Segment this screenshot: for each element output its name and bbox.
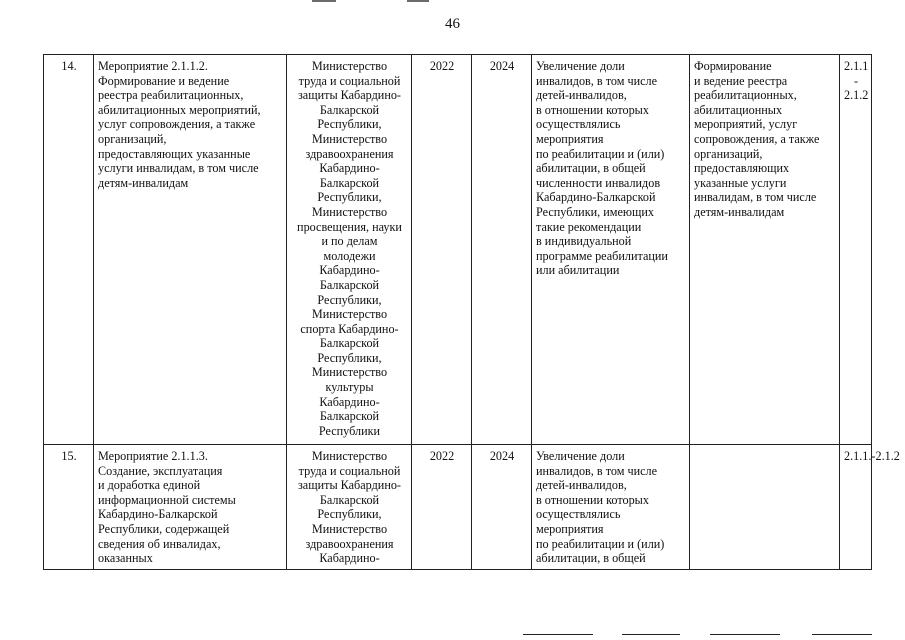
text-line: указанные услуги	[694, 175, 787, 190]
text-line: Балкарской	[319, 409, 380, 424]
text-line: Республики,	[317, 117, 382, 132]
text-line: Балкарской	[319, 175, 380, 190]
text-line: Кабардино-Балкарской	[536, 190, 656, 205]
text-line: детей-инвалидов,	[536, 478, 627, 493]
indicator-link: 2.1.1.-2.1.2	[844, 449, 900, 463]
text-line: Республики, содержащей	[98, 521, 230, 536]
bottom-rule	[523, 634, 593, 635]
text-line: предоставляющих	[694, 161, 790, 176]
year-start-cell	[412, 55, 472, 445]
text-line: такие рекомендации	[536, 219, 642, 234]
indicator-link-cell	[840, 55, 872, 445]
text-line: абилитационных мероприятий,	[98, 102, 261, 117]
text-line: организаций,	[694, 146, 763, 161]
text-line: защиты Кабардино-	[297, 88, 401, 103]
text-line: абилитационных	[694, 102, 783, 117]
text-line: программе реабилитации	[536, 248, 668, 263]
text-line: и ведение реестра	[694, 73, 788, 88]
text-line: спорта Кабардино-	[300, 321, 399, 336]
text-line: и по делам	[321, 234, 378, 249]
text-line: в отношении которых	[536, 492, 649, 507]
text-line: Формирование и ведение	[98, 73, 230, 88]
year-end: 2024	[489, 59, 515, 73]
text-line: Министерство	[311, 204, 388, 219]
year-end-cell	[472, 445, 532, 570]
text-line: Министерство	[311, 307, 388, 322]
text-line: Увеличение доли	[536, 449, 625, 463]
text-line: абилитации, в общей	[536, 551, 646, 566]
text-line: Министерство	[311, 521, 388, 536]
text-line: численности инвалидов	[536, 175, 661, 190]
text-line: молодежи	[323, 248, 376, 263]
text-line: и доработка единой	[98, 478, 201, 493]
table-row	[44, 445, 872, 570]
text-line: Балкарской	[319, 277, 380, 292]
year-start: 2022	[429, 449, 455, 463]
text-line: инвалидам, в том числе	[694, 190, 817, 205]
scan-artifact-top	[312, 0, 336, 2]
executor-text	[291, 59, 408, 438]
text-line: по реабилитации и (или)	[536, 146, 665, 161]
bottom-rule	[812, 634, 872, 635]
table-row	[44, 55, 872, 445]
text-line: Кабардино-	[319, 551, 380, 566]
text-line: Кабардино-	[319, 394, 380, 409]
component-cell	[690, 445, 840, 570]
text-line: инвалидов, в том числе	[536, 463, 658, 478]
text-line: Кабардино-Балкарской	[98, 507, 218, 522]
text-line: Балкарской	[319, 336, 380, 351]
year-end-cell	[472, 55, 532, 445]
text-line: осуществлялись	[536, 507, 621, 522]
page-number: 46	[445, 16, 460, 32]
text-line: по реабилитации и (или)	[536, 536, 665, 551]
component-cell	[690, 55, 840, 445]
measure-name-cell	[94, 55, 287, 445]
text-line: мероприятия	[536, 521, 604, 536]
text-line: мероприятий, услуг	[694, 117, 798, 132]
measure-name	[98, 449, 283, 566]
text-line: сведения об инвалидах,	[98, 536, 221, 551]
measures-table	[43, 54, 900, 570]
text-line: инвалидов, в том числе	[536, 73, 658, 88]
measure-name-cell	[94, 445, 287, 570]
text-line: Республики	[318, 423, 381, 438]
text-line: реестра реабилитационных,	[98, 88, 244, 103]
text-line: Формирование	[694, 59, 772, 73]
text-line: Республики, имеющих	[536, 204, 654, 219]
text-line: Создание, эксплуатация	[98, 463, 223, 478]
text-line: здравоохранения	[305, 146, 394, 161]
text-line: Республики,	[317, 292, 382, 307]
text-line: детям-инвалидам	[694, 204, 785, 219]
text-line: Министерство	[311, 365, 388, 380]
text-line: детям-инвалидам	[98, 175, 189, 190]
text-line: Министерство	[311, 449, 388, 463]
text-line: Кабардино-	[319, 263, 380, 278]
measure-name	[98, 59, 283, 190]
expected-result	[536, 59, 686, 278]
expected-result	[536, 449, 686, 566]
text-line: детей-инвалидов,	[536, 88, 627, 103]
text-line: Балкарской	[319, 492, 380, 507]
text-line: Республики,	[317, 190, 382, 205]
executor-cell	[287, 445, 412, 570]
executor-cell	[287, 55, 412, 445]
text-line: осуществлялись	[536, 117, 621, 132]
text-line: Мероприятие 2.1.1.2.	[98, 59, 208, 73]
text-line: услуг сопровождения, а также	[98, 117, 256, 132]
text-line: культуры	[325, 380, 374, 395]
text-line: в отношении которых	[536, 102, 649, 117]
bottom-rule	[622, 634, 680, 635]
text-line: Республики,	[317, 507, 382, 522]
executor-text	[291, 449, 408, 566]
scan-artifact-top	[407, 0, 429, 2]
text-line: Республики,	[317, 350, 382, 365]
row-number: 15.	[61, 449, 77, 463]
text-line: Увеличение доли	[536, 59, 625, 73]
year-end: 2024	[489, 449, 515, 463]
text-line: или абилитации	[536, 263, 620, 278]
text-line: Министерство	[311, 131, 388, 146]
text-line: мероприятия	[536, 131, 604, 146]
row-number-cell	[44, 55, 94, 445]
expected-result-cell	[532, 445, 690, 570]
text-line: оказанных	[98, 551, 153, 566]
text-line: информационной системы	[98, 492, 236, 507]
text-line: организаций,	[98, 131, 167, 146]
bottom-rule	[710, 634, 780, 635]
text-line: предоставляющих указанные	[98, 146, 251, 161]
text-line: Мероприятие 2.1.1.3.	[98, 449, 208, 463]
text-line: защиты Кабардино-	[297, 478, 401, 493]
row-number: 14.	[61, 59, 77, 73]
text-line: сопровождения, а также	[694, 131, 820, 146]
indicator-link-cell	[840, 445, 900, 570]
indicator-link: 2.1.1 - 2.1.2	[844, 59, 869, 103]
component-text	[694, 59, 836, 220]
row-number-cell	[44, 445, 94, 570]
text-line: труда и социальной	[298, 73, 401, 88]
year-start: 2022	[429, 59, 455, 73]
year-start-cell	[412, 445, 472, 570]
text-line: Министерство	[311, 59, 388, 73]
text-line: услуги инвалидам, в том числе	[98, 161, 259, 176]
text-line: абилитации, в общей	[536, 161, 646, 176]
text-line: в индивидуальной	[536, 234, 632, 249]
text-line: Кабардино-	[319, 161, 380, 176]
text-line: просвещения, науки	[297, 219, 402, 234]
text-line: Балкарской	[319, 102, 380, 117]
text-line: реабилитационных,	[694, 88, 797, 103]
expected-result-cell	[532, 55, 690, 445]
text-line: здравоохранения	[305, 536, 394, 551]
text-line: труда и социальной	[298, 463, 401, 478]
